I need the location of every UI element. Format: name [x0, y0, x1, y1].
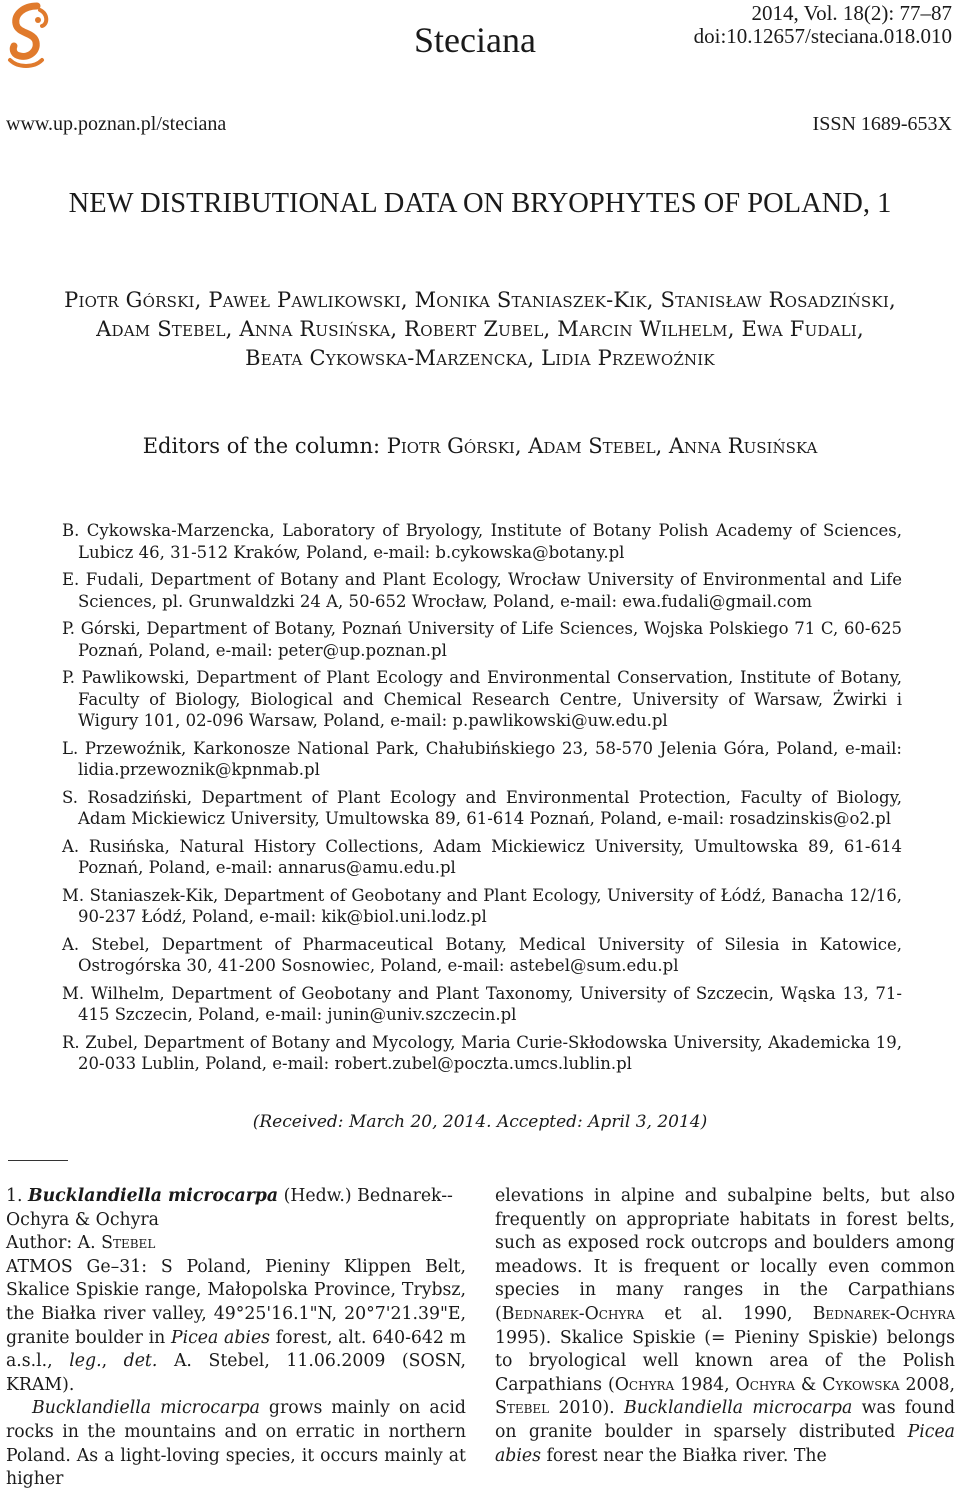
- paragraph-text: 2010).: [549, 1398, 624, 1419]
- entry-paragraph: [6, 1397, 466, 1491]
- affiliation: L. Przewoźnik, Karkonosze National Park, Chałubińskiego 23, 58-570 Jelenia Góra, Poland, e-mail: lidia.przewoznik@kpnmab.pl: [62, 738, 902, 779]
- citation-author: Ochyra: [614, 1374, 675, 1395]
- entry-author: [6, 1232, 466, 1256]
- affiliation: M. Wilhelm, Department of Geobotany and Plant Taxonomy, University of Szczecin, Wąska 13, 71-415 Szczecin, Poland, e-mail: junin@univ.szczecin.pl: [62, 983, 902, 1024]
- author-line-2: Adam Stebel, Anna Rusińska, Robert Zubel, Marcin Wilhelm, Ewa Fudali,: [96, 317, 864, 341]
- affiliation: B. Cykowska-Marzencka, Laboratory of Bryology, Institute of Botany Polish Academy of Sciences, Lubicz 46, 31-512 Kraków, Poland, e-mail: b.cykowska@botany.pl: [62, 521, 902, 562]
- species-name: Bucklandiella microcarpa: [32, 1398, 260, 1419]
- issn: ISSN 1689-653X: [812, 113, 952, 135]
- journal-title: Steciana: [414, 20, 536, 60]
- paragraph-text: grows mainly on acid rocks in the mountains and on erratic in northern Poland. As a light-loving species, it occurs mainly at higher: [6, 1398, 466, 1490]
- species-authority: (Hedw.) Bednarek--Ochyra & Ochyra: [6, 1186, 453, 1230]
- received-dates: (Received: March 20, 2014. Accepted: April 3, 2014): [252, 1112, 708, 1132]
- separator: ,: [101, 1351, 124, 1372]
- record-text: ATMOS Ge–31: S Poland, Pieniny Klippen Belt, Skalice Spiskie range, Małopolska Province, Trybsz, the Białka river valley, 49°25'16.1"N, 20°7'21.39"E, granite boulder in: [6, 1256, 466, 1348]
- editors-names: Piotr Górski, Adam Stebel, Anna Rusińska: [386, 434, 818, 458]
- det-abbrev: det.: [123, 1351, 158, 1372]
- body-column-left: [6, 1185, 466, 1492]
- affiliation: P. Górski, Department of Botany, Poznań University of Life Sciences, Wojska Polskiego 71 C, 60-625 Poznań, Poland, e-mail: peter@up.poznan.pl: [62, 619, 902, 660]
- affiliations: [62, 520, 902, 1081]
- citation-author: Ochyra & Cykowska: [735, 1374, 900, 1395]
- entry-number: 1.: [6, 1186, 28, 1206]
- steciana-logo: [4, 2, 54, 72]
- citation-author: Bednarek-Ochyra: [812, 1303, 955, 1324]
- editors-line: [0, 434, 960, 458]
- entry-record: [6, 1256, 466, 1398]
- affiliation: M. Staniaszek-Kik, Department of Geobotany and Plant Ecology, University of Łódź, Banacha 12/16, 90-237 Łódź, Poland, e-mail: kik@biol.uni.lodz.pl: [62, 885, 902, 926]
- body-column-right: [495, 1185, 955, 1468]
- citation-block: [694, 2, 952, 48]
- affiliation: A. Stebel, Department of Pharmaceutical Botany, Medical University of Silesia in Katowice, Ostrogórska 30, 41-200 Sosnowiec, Poland, e-mail: astebel@sum.edu.pl: [62, 934, 902, 975]
- affiliation: R. Zubel, Department of Botany and Mycology, Maria Curie-Skłodowska University, Akademicka 19, 20-033 Lublin, Poland, e-mail: robert.zubel@poczta.umcs.lublin.pl: [62, 1032, 902, 1073]
- entry-heading: [6, 1185, 466, 1232]
- paragraph-text: et al. 1990,: [644, 1303, 813, 1324]
- author-line-3: Beata Cykowska-Marzencka, Lidia Przewoźnik: [245, 346, 715, 370]
- host-name: Picea abies: [170, 1327, 271, 1348]
- journal-url[interactable]: www.up.poznan.pl/steciana: [6, 113, 227, 135]
- author-line-1: Piotr Górski, Paweł Pawlikowski, Monika Staniaszek-Kik, Stanisław Rosadziński,: [64, 288, 896, 312]
- volume-line: 2014, Vol. 18(2): 77–87: [751, 1, 952, 25]
- affiliation: A. Rusińska, Natural History Collections, Adam Mickiewicz University, Umultowska 89, 61-614 Poznań, Poland, e-mail: annarus@amu.edu.pl: [62, 836, 902, 877]
- species-name: Bucklandiella microcarpa: [624, 1398, 853, 1419]
- paper-title: NEW DISTRIBUTIONAL DATA ON BRYOPHYTES OF POLAND, 1: [68, 188, 892, 219]
- host-name: Picea abies: [495, 1421, 955, 1466]
- paragraph-text: 2008,: [899, 1374, 955, 1395]
- citation-author: Bednarek-Ochyra: [501, 1303, 645, 1324]
- paragraph-text: 1995). Skalice Spiskie (= Pieniny Spiskie) belongs to bryological well known area of the Polish Carpathians (: [495, 1327, 955, 1395]
- author-label: Author: A.: [6, 1233, 102, 1254]
- paragraph-text: 1984,: [674, 1374, 736, 1395]
- citation-author: Stebel: [495, 1398, 550, 1419]
- paragraph-text: forest near the Białka river. The: [541, 1445, 827, 1466]
- author-list: [0, 286, 960, 373]
- paragraph-text: elevations in alpine and subalpine belts, but also frequently on appropriate habitats in forest belts, such as exposed rock outcrops and boulders among meadows. It is frequent or locally even common species in many ranges in the Carpathians (: [495, 1186, 955, 1324]
- separator-rule: [8, 1160, 68, 1161]
- record-text: A. Stebel, 11.06.2009 (SOSN, KRAM).: [6, 1351, 466, 1395]
- affiliation: P. Pawlikowski, Department of Plant Ecology and Environmental Conservation, Institute of Botany, Faculty of Biology, Biological and Chemical Research Centre, University of Warsaw, Żwirki i Wigury 101, 02-096 Warsaw, Poland, e-mail: p.pawlikowski@uw.edu.pl: [62, 668, 902, 730]
- leg-abbrev: leg.: [69, 1351, 102, 1372]
- paragraph-text: was found on granite boulder in sparsely distributed: [495, 1398, 956, 1442]
- affiliation: S. Rosadziński, Department of Plant Ecology and Environmental Protection, Faculty of Biology, Adam Mickiewicz University, Umultowska 89, 61-614 Poznań, Poland, e-mail: rosadzinskis@o2.pl: [62, 787, 902, 828]
- species-name: Bucklandiella microcarpa: [27, 1186, 279, 1206]
- author-name: Stebel: [101, 1233, 156, 1254]
- doi-line: doi:10.12657/steciana.018.010: [693, 24, 952, 48]
- affiliation: E. Fudali, Department of Botany and Plant Ecology, Wrocław University of Environmental and Life Sciences, pl. Grunwaldzki 24 A, 50-652 Wrocław, Poland, e-mail: ewa.fudali@gmail.com: [62, 570, 902, 611]
- record-text: forest, alt. 640-642 m a.s.l.,: [6, 1327, 466, 1372]
- editors-label: Editors of the column:: [142, 434, 387, 458]
- entry-paragraph-continued: [495, 1185, 955, 1468]
